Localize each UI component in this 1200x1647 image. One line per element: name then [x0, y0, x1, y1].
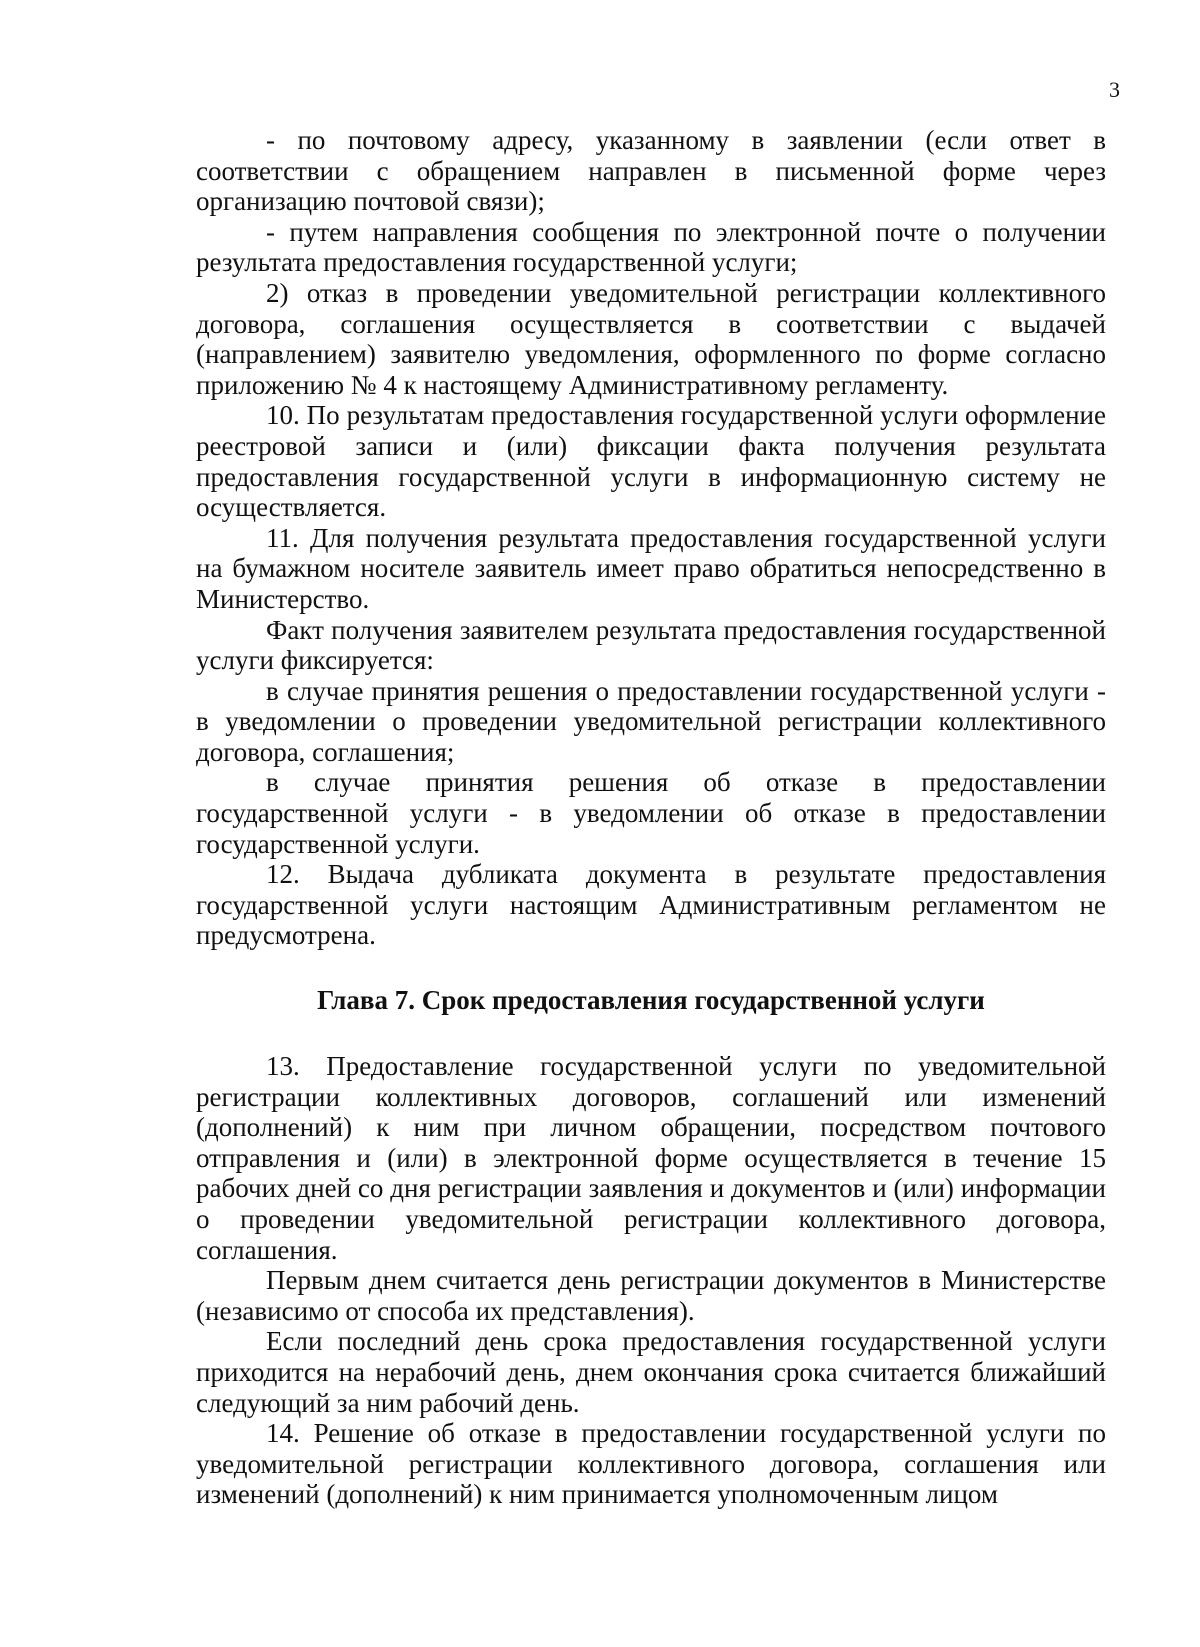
page-number: 3 — [1109, 77, 1120, 102]
paragraph-item-10: 10. По результатам предоставления государственной услуги оформление реестровой записи и (или) фиксации факта получения результата предоставления государственной услуги в информационную систему не осуществляется. — [196, 400, 1106, 523]
document-body — [196, 125, 1106, 1510]
paragraph-case-provision: в случае принятия решения о предоставлении государственной услуги - в уведомлении о проведении уведомительной регистрации коллективного договора, соглашения; — [196, 675, 1106, 767]
paragraph-postal-address: - по почтовому адресу, указанному в заявлении (если ответ в соответствии с обращением направлен в письменной форме через организацию почтовой связи); — [196, 125, 1106, 217]
paragraph-last-day: Если последний день срока предоставления государственной услуги приходится на нерабочий день, днем окончания срока считается ближайший следующий за ним рабочий день. — [196, 1326, 1106, 1418]
chapter-heading: Глава 7. Срок предоставления государственной услуги — [317, 985, 985, 1016]
paragraph-item-12: 12. Выдача дубликата документа в результате предоставления государственной услуги настоящим Административным регламентом не предусмотрена. — [196, 859, 1106, 951]
paragraph-item-13: 13. Предоставление государственной услуги по уведомительной регистрации коллективных договоров, соглашений или изменений (дополнений) к ним при личном обращении, посредством почтового отправления и (или) в электронной форме осуществляется в течение 15 рабочих дней со дня регистрации заявления и документов и (или) информации о проведении уведомительной регистрации коллективного договора, соглашения. — [196, 1051, 1106, 1265]
paragraph-email-notification: - путем направления сообщения по электронной почте о получении результата предоставления государственной услуги; — [196, 216, 1106, 278]
paragraph-item-14: 14. Решение об отказе в предоставлении государственной услуги по уведомительной регистрации коллективного договора, соглашения или изменений (дополнений) к ним принимается уполномоченным лицом — [196, 1418, 1106, 1510]
paragraph-case-refusal: в случае принятия решения об отказе в предоставлении государственной услуги - в уведомлении об отказе в предоставлении государственной услуги. — [196, 767, 1106, 859]
paragraph-first-day: Первым днем считается день регистрации документов в Министерстве (независимо от способа их представления). — [196, 1265, 1106, 1326]
paragraph-refusal-registration: 2) отказ в проведении уведомительной регистрации коллективного договора, соглашения осуществляется в соответствии с выдачей (направлением) заявителю уведомления, оформленного по форме согласно приложению № 4 к настоящему Административному регламенту. — [196, 277, 1106, 400]
paragraph-fact-of-receipt: Факт получения заявителем результата предоставления государственной услуги фиксируется: — [196, 614, 1106, 676]
paragraph-item-11: 11. Для получения результата предоставления государственной услуги на бумажном носителе заявитель имеет право обратиться непосредственно в Министерство. — [196, 522, 1106, 614]
